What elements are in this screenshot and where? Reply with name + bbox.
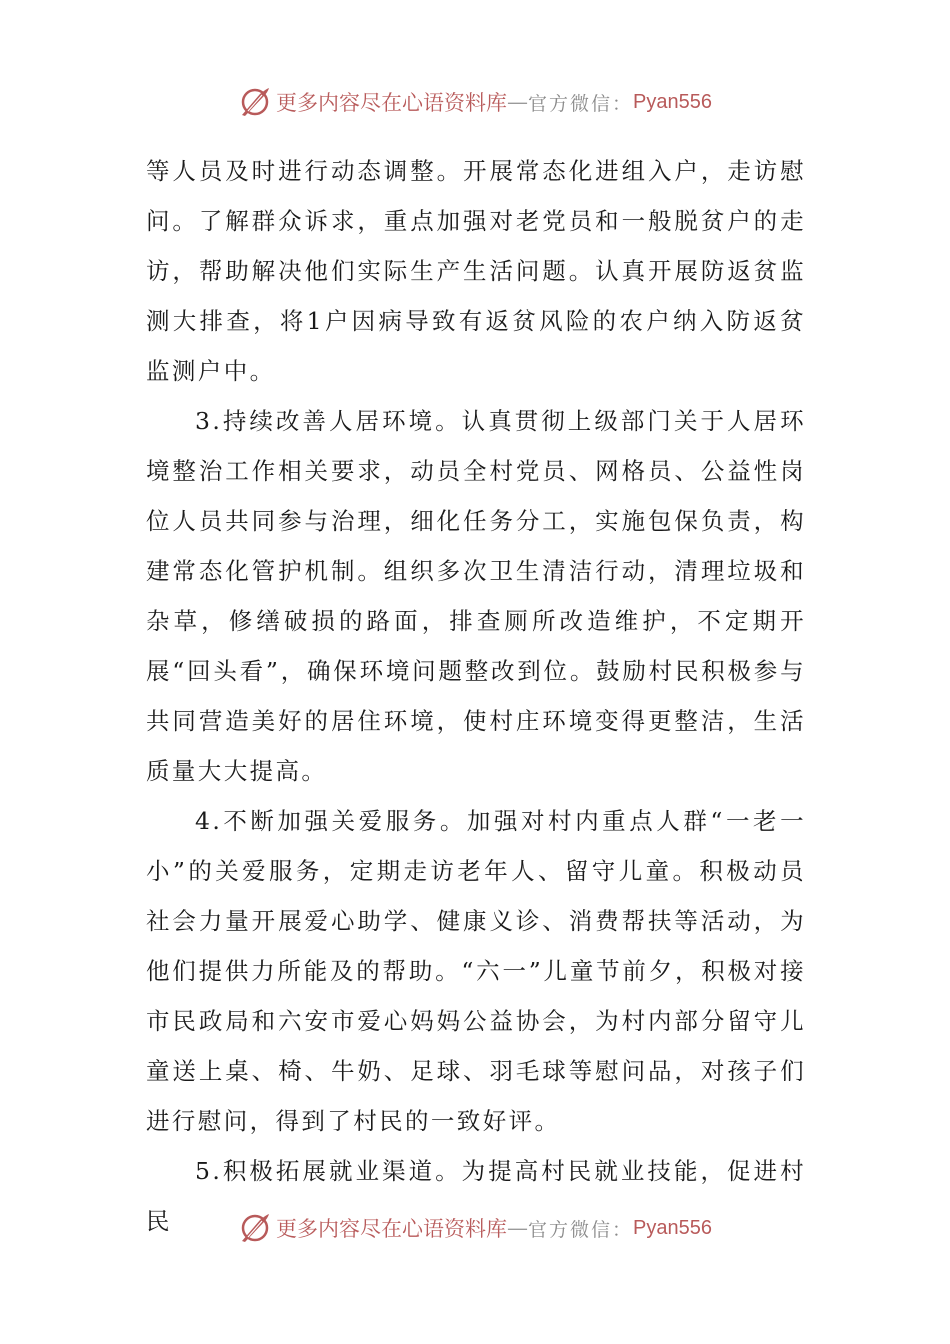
quill-pen-logo-icon — [238, 85, 272, 119]
paragraph-living-environment: 3.持续改善人居环境。认真贯彻上级部门关于人居环境整治工作相关要求，动员全村党员、网格员、公益性岗位人员共同参与治理，细化任务分工，实施包保负责，构建常态化管护机制。组织多次卫生清洁行动，清理垃圾和杂草，修缮破损的路面，排查厕所改造维护，不定期开展“回头看”，确保环境问题整改到位。鼓励村民积极参与共同营造美好的居住环境，使村庄环境变得更整洁，生活质量大大提高。 — [146, 407, 806, 785]
banner-wechat-id: Pyan556 — [633, 1216, 712, 1239]
banner-wechat-label: 官方微信： — [528, 92, 634, 115]
document-body — [146, 146, 806, 1246]
banner-title: 更多内容尽在心语资料库 — [276, 1217, 507, 1241]
header-banner — [0, 82, 950, 122]
paragraph-care-services: 4.不断加强关爱服务。加强对村内重点人群“一老一小”的关爱服务，定期走访老年人、留守儿童。积极动员社会力量开展爱心助学、健康义诊、消费帮扶等活动，为他们提供力所能及的帮助。“六一”儿童节前夕，积极对接市民政局和六安市爱心妈妈公益协会，为村内部分留守儿童送上桌、椅、牛奶、足球、羽毛球等慰问品，对孩子们进行慰问，得到了村民的一致好评。 — [146, 807, 806, 1135]
banner-separator: — — [507, 90, 528, 114]
footer-banner — [0, 1208, 950, 1248]
banner-title: 更多内容尽在心语资料库 — [276, 91, 507, 115]
paragraph-continuation: 等人员及时进行动态调整。开展常态化进组入户，走访慰问。了解群众诉求，重点加强对老党员和一般脱贫户的走访，帮助解决他们实际生产生活问题。认真开展防返贫监测大排查，将1户因病导致有返贫风险的农户纳入防返贫监测户中。 — [146, 157, 806, 385]
quill-pen-logo-icon — [238, 1211, 272, 1245]
banner-separator: — — [507, 1216, 528, 1240]
banner-wechat-label: 官方微信： — [528, 1218, 634, 1241]
paragraph-employment: 5.积极拓展就业渠道。为提高村民就业技能，促进村民 — [146, 1157, 806, 1235]
banner-wechat-id: Pyan556 — [633, 90, 712, 113]
